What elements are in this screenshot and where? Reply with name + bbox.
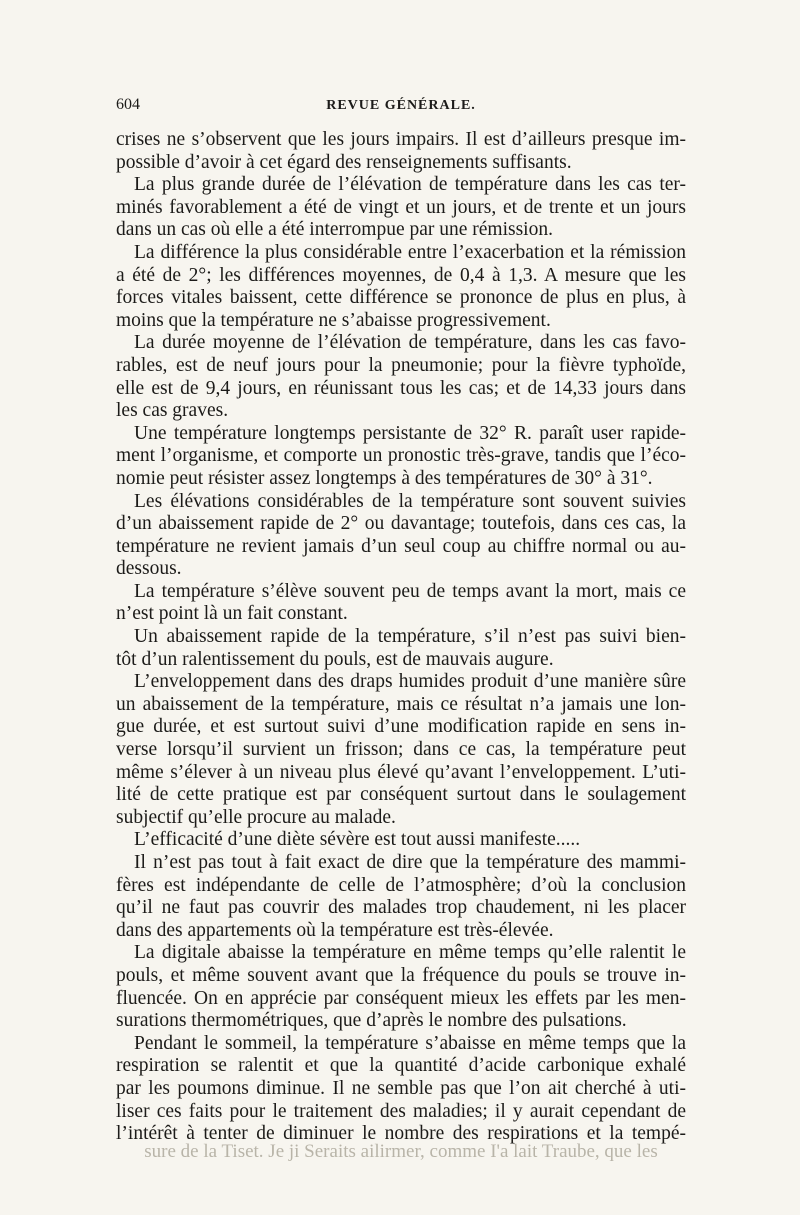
- cut-off-bottom-line: [116, 1141, 686, 1164]
- text-line: les cas graves.: [116, 400, 229, 422]
- text-line: un abaissement de la température, mais ce résultat n’a jamais une lon-: [116, 693, 686, 715]
- text-line: La température s’élève souvent peu de temps avant la mort, mais ce: [134, 580, 686, 602]
- text-line: gue durée, et est surtout suivi d’une modification rapide en sens in-: [116, 716, 686, 738]
- text-line: forces vitales baissent, cette différence se prononce de plus en plus, à: [116, 287, 686, 309]
- text-line: lité de cette pratique est par conséquent surtout dans le soulagement: [116, 784, 686, 806]
- text-line: Une température longtemps persistante de 32° R. paraît user rapide-: [134, 422, 686, 444]
- text-line: respiration se ralentit et que la quantité d’acide carbonique exhalé: [116, 1055, 686, 1077]
- text-line: fluencée. On en apprécie par conséquent mieux les effets par les men-: [116, 987, 686, 1009]
- text-line: La plus grande durée de l’élévation de température dans les cas ter-: [134, 174, 686, 196]
- text-line: minés favorablement a été de vingt et un jours, et de trente et un jours: [116, 196, 686, 218]
- text-line: elle est de 9,4 jours, en réunissant tous les cas; et de 14,33 jours dans: [116, 377, 686, 399]
- text-line: n’est point là un fait constant.: [116, 603, 348, 625]
- text-line: Il n’est pas tout à fait exact de dire que la température des mammi-: [134, 852, 686, 873]
- text-line: possible d’avoir à cet égard des renseignements suffisants.: [116, 151, 572, 173]
- text-line: L’enveloppement dans des draps humides produit d’une manière sûre: [134, 671, 686, 693]
- body-text: [116, 129, 686, 1146]
- text-line: d’un abaissement rapide de 2° ou davantage; toutefois, dans ces cas, la: [116, 513, 686, 535]
- text-line: dans un cas où elle a été interrompue par une rémission.: [116, 219, 553, 241]
- text-line: température ne revient jamais d’un seul coup au chiffre normal ou au-: [116, 535, 686, 557]
- text-line: qu’il ne faut pas couvrir des malades trop chaudement, ni les placer: [116, 897, 686, 919]
- text-line: Pendant le sommeil, la température s’abaisse en même temps que la: [134, 1032, 686, 1054]
- text-line: surations thermométriques, que d’après le nombre des pulsations.: [116, 1010, 627, 1032]
- running-head: REVUE GÉNÉRALE.: [326, 98, 476, 113]
- text-line: par les poumons diminue. Il ne semble pas que l’on ait cherché à uti-: [116, 1077, 686, 1099]
- text-line: dessous.: [116, 558, 182, 580]
- text-line: Un abaissement rapide de la température, s’il n’est pas suivi bien-: [134, 626, 686, 648]
- text-line: Les élévations considérables de la température sont souvent suivies: [134, 490, 686, 512]
- text-line: a été de 2°; les différences moyennes, de 0,4 à 1,3. A mesure que les: [116, 264, 686, 286]
- text-line: dans des appartements où la température est très-élevée.: [116, 919, 554, 941]
- text-line: L’efficacité d’une diète sévère est tout aussi manifeste.....: [134, 829, 581, 851]
- text-line: crises ne s’observent que les jours impairs. Il est d’ailleurs presque im-: [116, 129, 686, 150]
- text-line: l’intérêt à tenter de diminuer le nombre des respirations et la tempé-: [116, 1123, 686, 1145]
- text-line: rables, est de neuf jours pour la pneumonie; pour la fièvre typhoïde,: [116, 354, 686, 376]
- text-line: verse lorsqu’il survient un frisson; dans ce cas, la température peut: [116, 739, 686, 761]
- text-line: liser ces faits pour le traitement des maladies; il y aurait cependant de: [116, 1100, 686, 1122]
- text-line: La digitale abaisse la température en même temps qu’elle ralentit le: [134, 942, 686, 964]
- text-line: nomie peut résister assez longtemps à des températures de 30° à 31°.: [116, 467, 653, 489]
- page-header: [116, 94, 686, 120]
- text-line: fères est indépendante de celle de l’atmosphère; d’où la conclusion: [116, 874, 686, 896]
- text-line: pouls, et même souvent avant que la fréquence du pouls se trouve in-: [116, 964, 686, 986]
- text-line: subjectif qu’elle procure au malade.: [116, 806, 396, 828]
- text-line: La différence la plus considérable entre l’exacerbation et la rémission: [134, 241, 686, 263]
- cut-off-text: sure de la Tiset. Je ji Seraits ailirmer, comme I'a lait Traube, que les: [144, 1141, 658, 1162]
- text-line: ment l’organisme, et comporte un pronostic très-grave, tandis que l’éco-: [116, 445, 686, 467]
- text-line: La durée moyenne de l’élévation de température, dans les cas favo-: [134, 332, 686, 354]
- text-line: moins que la température ne s’abaisse progressivement.: [116, 309, 551, 331]
- text-line: tôt d’un ralentissement du pouls, est de mauvais augure.: [116, 648, 554, 670]
- text-line: même s’élever à un niveau plus élevé qu’avant l’enveloppement. L’uti-: [116, 761, 686, 783]
- page-number: 604: [116, 96, 140, 113]
